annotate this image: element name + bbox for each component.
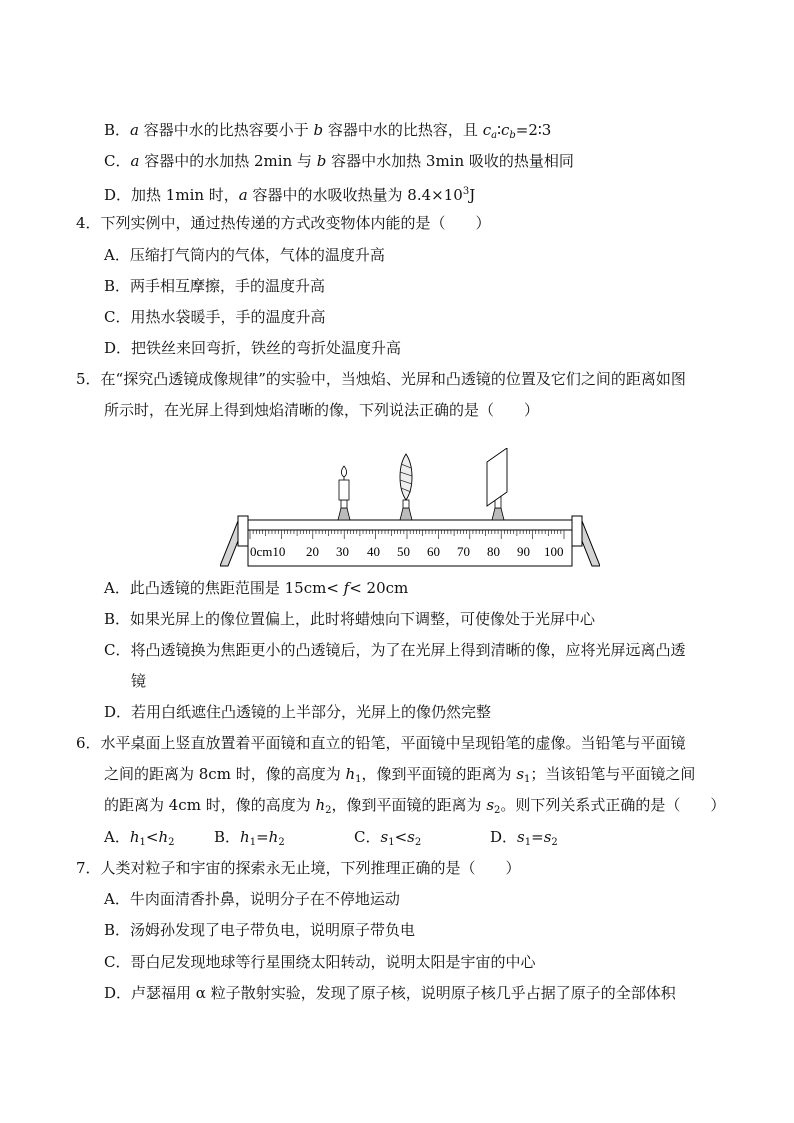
sub-b: b xyxy=(509,130,516,141)
relation: < xyxy=(394,828,408,846)
q4-option-c: C．用热水袋暖手，手的温度升高 xyxy=(104,308,326,326)
text: 之间的距离为 8cm 时，像的高度为 xyxy=(104,765,346,783)
ruler-label-50: 50 xyxy=(397,544,410,559)
left-end-post xyxy=(238,516,248,546)
var-h: h xyxy=(158,828,169,846)
ruler-label-100: 100 xyxy=(544,544,564,559)
relation: = xyxy=(531,828,544,846)
option-label: B． xyxy=(104,121,131,139)
var-h: h xyxy=(129,828,140,846)
ruler-label-60: 60 xyxy=(427,544,440,559)
var-h: h xyxy=(315,796,326,814)
var-c: c xyxy=(500,121,510,139)
q3-option-c xyxy=(104,151,574,171)
text: 容器中的水吸收热量为 8.4×10 xyxy=(247,186,463,204)
text: 加热 1min 时， xyxy=(131,186,239,204)
candle xyxy=(339,480,349,500)
sub: 1 xyxy=(388,837,395,848)
option-label: D． xyxy=(104,186,132,204)
q5-option-a xyxy=(104,578,408,598)
convex-lens-icon xyxy=(400,454,412,500)
exponent: 3 xyxy=(462,186,470,197)
var-h: h xyxy=(345,765,356,783)
relation: < xyxy=(145,828,159,846)
ruler-label-20: 20 xyxy=(306,544,319,559)
var-b: b xyxy=(316,152,327,170)
relation: = xyxy=(256,828,269,846)
q6-option-c xyxy=(354,827,421,853)
q5-stem-line1: 5．在“探究凸透镜成像规律”的实验中，当烛焰、光屏和凸透镜的位置及它们之间的距离如图 xyxy=(76,370,686,388)
sub: 1 xyxy=(139,837,146,848)
sub: 2 xyxy=(551,837,558,848)
text: A．此凸透镜的焦距范围是 15cm< xyxy=(104,579,344,597)
var-f: f xyxy=(343,579,350,597)
q5-stem-line2: 所示时，在光屏上得到烛焰清晰的像，下列说法正确的是（ ） xyxy=(104,401,540,419)
var-s: s xyxy=(486,796,495,814)
var-a: a xyxy=(238,186,248,204)
sub: 2 xyxy=(278,837,285,848)
ruler-label-40: 40 xyxy=(367,544,380,559)
text: 容器中的水加热 2min 与 xyxy=(139,152,317,170)
candle-assembly xyxy=(338,466,350,520)
q7-option-b: B．汤姆孙发现了电子带负电，说明原子带负电 xyxy=(104,921,416,939)
q7-option-c: C．哥白尼发现地球等行星围绕太阳转动，说明太阳是宇宙的中心 xyxy=(104,953,536,971)
sub: 2 xyxy=(414,837,422,848)
screen-assembly xyxy=(487,448,507,520)
option-label: A． xyxy=(104,828,130,846)
text: ；当该铅笔与平面镜之间 xyxy=(530,765,696,783)
light-screen xyxy=(487,448,507,506)
q6-stem-line2 xyxy=(104,764,695,790)
sub: 2 xyxy=(168,837,175,848)
text: ，像到平面镜的距离为 xyxy=(361,765,517,783)
q7-stem: 7．人类对粒子和宇宙的探索永无止境，下列推理正确的是（ ） xyxy=(76,859,521,877)
q5-option-c-line2: 镜 xyxy=(131,672,147,690)
q6-stem-line1: 6．水平桌面上竖直放置着平面镜和直立的铅笔，平面镜中呈现铅笔的虚像。当铅笔与平面镜 xyxy=(76,734,686,752)
sub-a: a xyxy=(491,130,498,141)
sub: 1 xyxy=(249,837,257,848)
ratio: =2∶3 xyxy=(515,121,552,139)
optical-bench-figure xyxy=(220,448,600,573)
q5-option-b: B．如果光屏上的像位置偏上，此时将蜡烛向下调整，可使像处于光屏中心 xyxy=(104,610,596,628)
var-s: s xyxy=(380,828,389,846)
text: 容器中水的比热容，且 xyxy=(323,121,483,139)
q4-option-d: D．把铁丝来回弯折，铁丝的弯折处温度升高 xyxy=(104,339,402,357)
option-label: C． xyxy=(354,828,381,846)
lens-assembly xyxy=(400,454,412,520)
q3-option-d xyxy=(104,182,475,205)
var-h: h xyxy=(268,828,279,846)
text: 容器中水的比热容要小于 xyxy=(138,121,314,139)
ruler-label-0: 0cm10 xyxy=(250,544,286,559)
sub: 1 xyxy=(355,774,362,785)
var-a: a xyxy=(130,152,140,170)
q5-option-c-line1: C．将凸透镜换为焦距更小的凸透镜后，为了在光屏上得到清晰的像，应将光屏远离凸透 xyxy=(104,641,686,659)
q7-option-d: D．卢瑟福用 α 粒子散射实验，发现了原子核，说明原子核几乎占据了原子的全部体积 xyxy=(104,984,676,1002)
q7-option-a: A．牛肉面清香扑鼻，说明分子在不停地运动 xyxy=(104,890,400,908)
ruler-label-90: 90 xyxy=(517,544,530,559)
var-h: h xyxy=(240,828,250,846)
q6-option-b xyxy=(214,827,285,853)
q6-stem-line3 xyxy=(104,795,725,821)
var-s: s xyxy=(407,828,415,846)
q4-option-b: B．两手相互摩擦，手的温度升高 xyxy=(104,277,326,295)
sub: 1 xyxy=(524,774,531,785)
q5-option-d: D．若用白纸遮住凸透镜的上半部分，光屏上的像仍然完整 xyxy=(104,703,492,721)
right-end-post xyxy=(572,516,582,546)
ruler-label-80: 80 xyxy=(487,544,500,559)
var-s: s xyxy=(517,828,525,846)
text: 。则下列关系式正确的是（ ） xyxy=(500,796,726,814)
option-label: D． xyxy=(490,828,518,846)
var-s: s xyxy=(543,828,552,846)
q4-stem: 4．下列实例中，通过热传递的方式改变物体内能的是（ ） xyxy=(76,214,491,232)
ruler-label-30: 30 xyxy=(336,544,349,559)
ruler-track xyxy=(248,520,572,530)
sub: 2 xyxy=(494,805,501,816)
sub: 2 xyxy=(325,805,332,816)
flame-icon xyxy=(341,466,346,477)
var-b: b xyxy=(313,121,324,139)
var-a: a xyxy=(130,121,139,139)
colon: ∶ xyxy=(497,121,501,139)
q3-option-b xyxy=(104,120,551,146)
q6-option-d xyxy=(490,827,558,853)
sub: 1 xyxy=(524,837,532,848)
var-c: c xyxy=(482,121,492,139)
unit: J xyxy=(469,186,476,204)
var-s: s xyxy=(516,765,525,783)
ruler-label-70: 70 xyxy=(457,544,470,559)
q4-option-a: A．压缩打气筒内的气体，气体的温度升高 xyxy=(104,246,385,264)
text: < 20cm xyxy=(349,579,409,597)
q6-option-a xyxy=(104,827,175,853)
option-label: B． xyxy=(214,828,241,846)
text: 的距离为 4cm 时，像的高度为 xyxy=(104,796,316,814)
text: ，像到平面镜的距离为 xyxy=(331,796,487,814)
text: 容器中水加热 3min 吸收的热量相同 xyxy=(326,152,574,170)
option-label: C． xyxy=(104,152,131,170)
